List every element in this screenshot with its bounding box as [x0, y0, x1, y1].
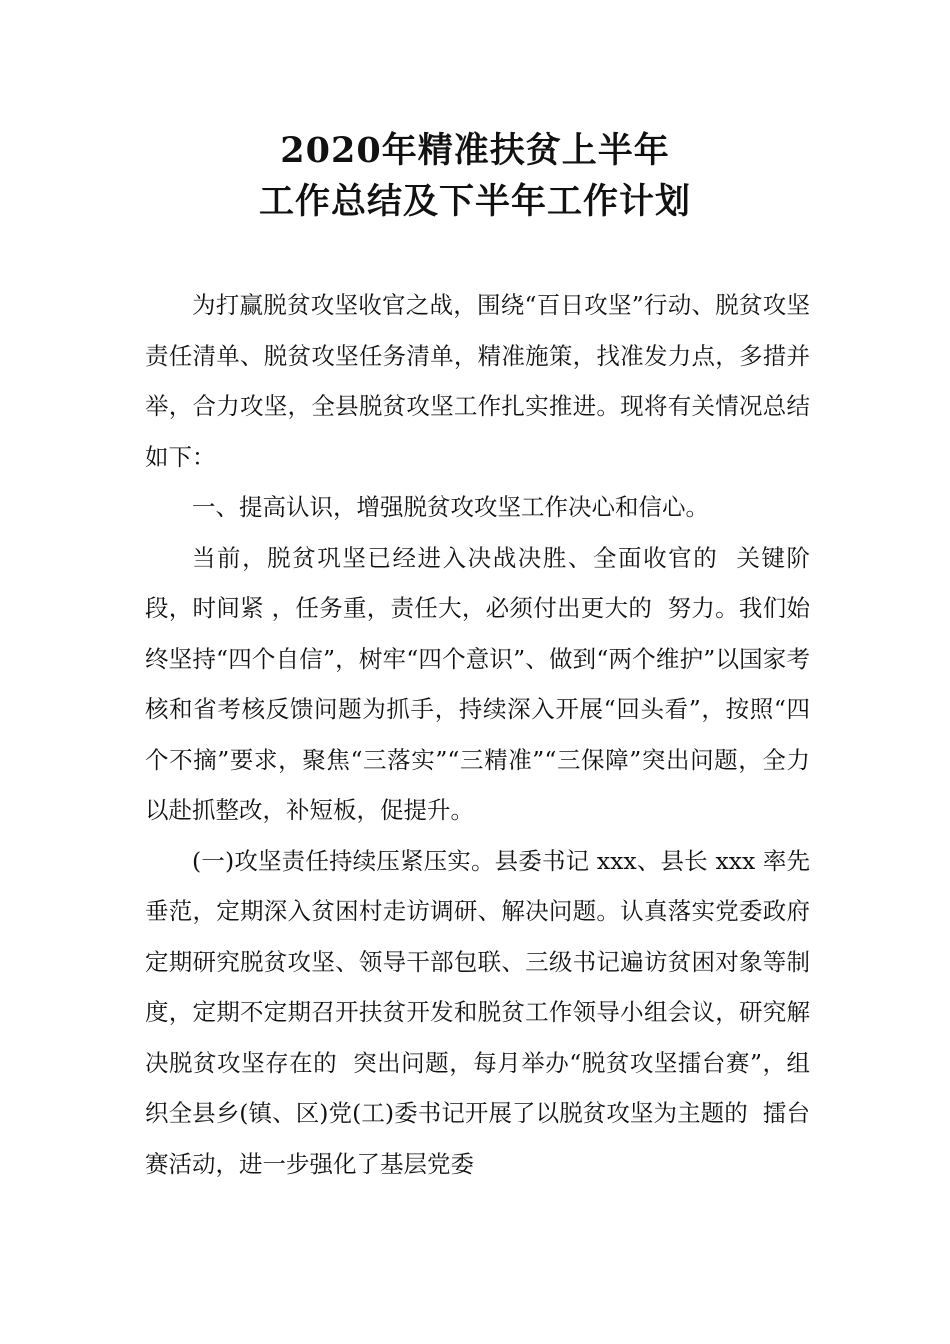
paragraph-subsection-1: (一)攻坚责任持续压紧压实。县委书记 xxx、县长 xxx 率先垂范，定期深入贫困村走访调研、解决问题。认真落实党委政府定期研究脱贫攻坚、领导干部包联、三级书记遍访贫困对象等制度，定期不定期召开扶贫开发和脱贫工作领导小组会议，研究解决脱贫攻坚存在的 突出问题，每月举办“脱贫攻坚擂台赛”，组织全县乡(镇、区)党(工)委书记开展了以脱贫攻坚为主题的 擂台赛活动，进一步强化了基层党委	[145, 846, 810, 1178]
document-body	[145, 280, 810, 1189]
document-title-line-1: 2020年精准扶贫上半年	[280, 130, 670, 171]
paragraph-intro: 为打赢脱贫攻坚收官之战，围绕“百日攻坚”行动、脱贫攻坚责任清单、脱贫攻坚任务清单，精准施策，找准发力点，多措并举，合力攻坚，全县脱贫攻坚工作扎实推进。现将有关情况总结如下：	[145, 291, 810, 471]
section-heading-1: 一、提高认识，增强脱贫攻攻坚工作决心和信心。	[192, 493, 709, 521]
paragraph-current-situation: 当前，脱贫巩坚已经进入决战决胜、全面收官的 关键阶段，时间紧 ，任务重，责任大，必须付出更大的 努力。我们始终坚持“四个自信”，树牢“四个意识”、做到“两个维护”以国家考核和省考核反馈问题为抓手，持续深入开展“回头看”，按照“四个不摘”要求，聚焦“三落实”“三精准”“三保障”突出问题，全力以赴抓整改，补短板，促提升。	[145, 543, 810, 824]
document-title-line-2: 工作总结及下半年工作计划	[258, 181, 691, 222]
